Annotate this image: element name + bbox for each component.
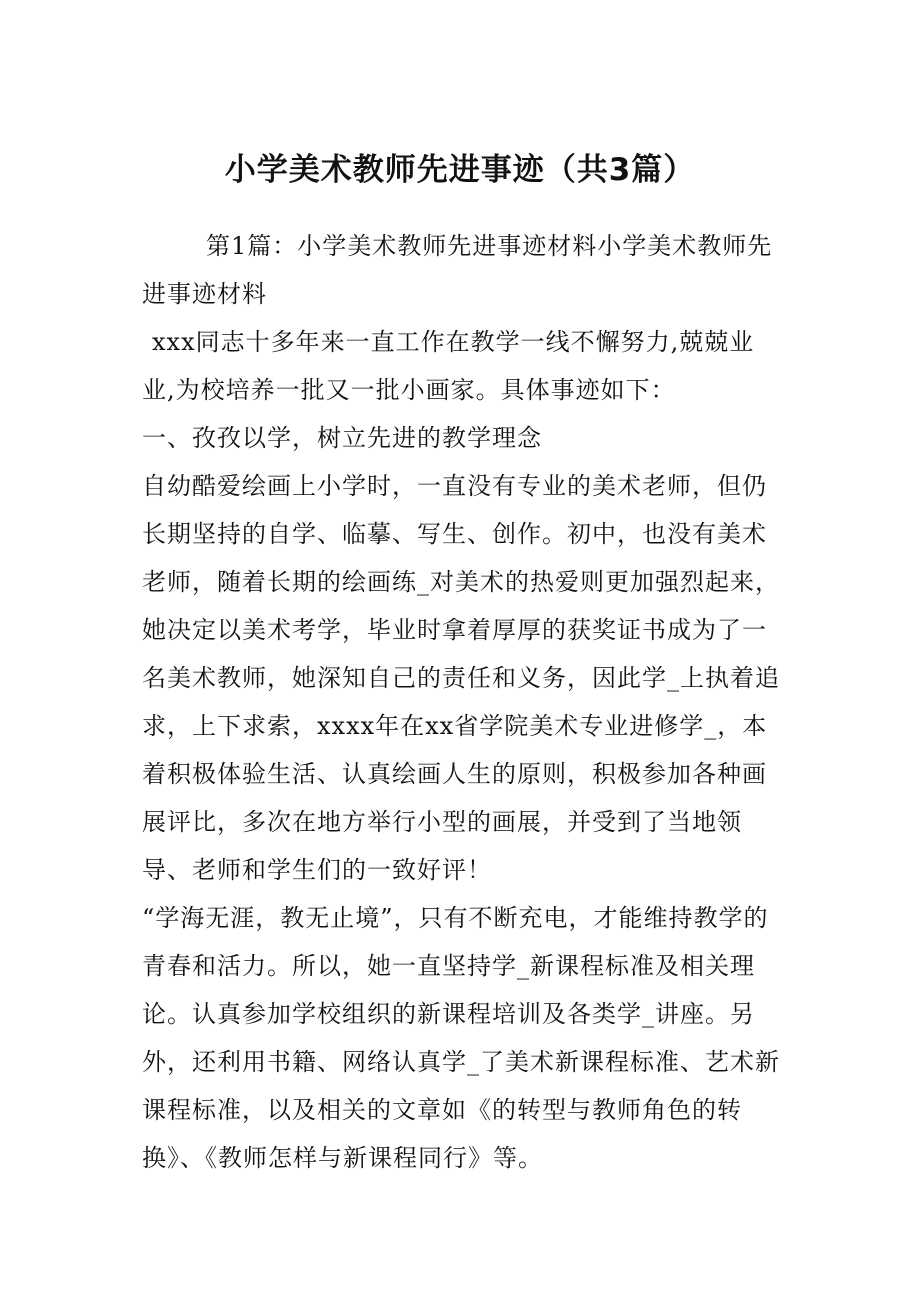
document-body <box>142 222 782 1182</box>
paragraph-body: 自幼酷爱绘画上小学时，一直没有专业的美术老师，但仍长期坚持的自学、临摹、写生、创作。初中，也没有美术老师，随着长期的绘画练_对美术的热爱则更加强烈起来，她决定以美术考学，毕业时拿着厚厚的获奖证书成为了一名美术教师，她深知自己的责任和义务，因此学_上执着追求，上下求索，xxxx年在xx省学院美术专业进修学_，本着积极体验生活、认真绘画人生的原则，积极参加各种画展评比，多次在地方举行小型的画展，并受到了当地领导、老师和学生们的一致好评！ <box>142 472 780 884</box>
paragraph-subheading: 一、孜孜以学，树立先进的教学理念 <box>142 424 542 452</box>
paragraph-intro: xxx同志十多年来一直工作在教学一线不懈努力,兢兢业业,为校培养一批又一批小画家。具体事迹如下： <box>142 328 755 404</box>
document-title: 小学美术教师先进事迹（共3篇） <box>224 152 696 188</box>
paragraph-section-heading: 第1篇：小学美术教师先进事迹材料小学美术教师先进事迹材料 <box>142 232 773 308</box>
paragraph-body: “学海无涯，教无止境”，只有不断充电，才能维持教学的青春和活力。所以，她一直坚持学_新课程标准及相关理论。认真参加学校组织的新课程培训及各类学_讲座。另外，还利用书籍、网络认真学_了美术新课程标准、艺术新课程标准，以及相关的文章如《的转型与教师角色的转换》、《教师怎样与新课程同行》等。 <box>142 904 780 1172</box>
